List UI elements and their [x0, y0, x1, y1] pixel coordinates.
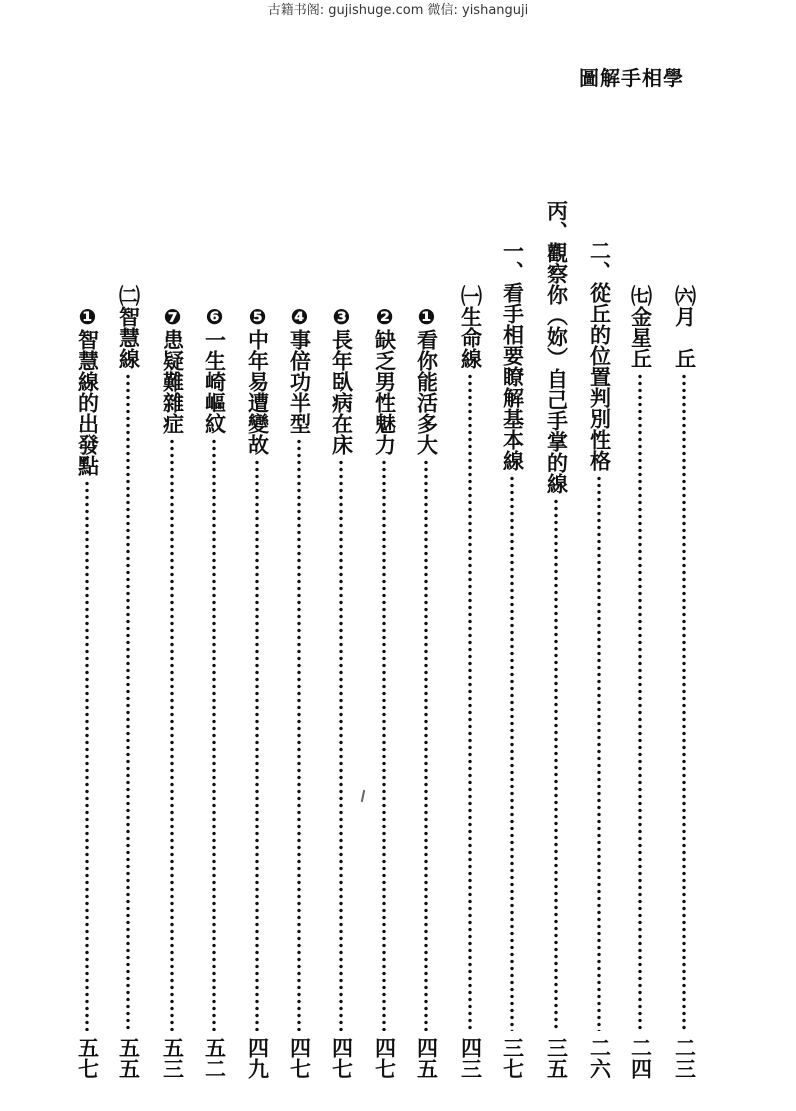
toc-entry-3 — [584, 240, 614, 1079]
toc-entry-label: ㈥月 丘 — [672, 285, 697, 369]
toc-entry-15 — [72, 305, 102, 1079]
dot-leader — [638, 373, 642, 1031]
dot-leader — [255, 459, 259, 1031]
header-title: 圖解手相學 — [579, 66, 684, 90]
toc-entry-page: 二三 — [672, 1037, 697, 1079]
dot-leader — [682, 373, 686, 1031]
toc-entry-label: ㈠生命線 — [458, 285, 483, 369]
dot-leader — [126, 373, 130, 1031]
toc-entry-page: 四七 — [372, 1037, 397, 1079]
toc-entry-page: 四七 — [287, 1037, 312, 1079]
dot-leader — [212, 438, 216, 1031]
toc-entry-label: ㈡智慧線 — [116, 285, 141, 369]
toc-entry-page: 四五 — [414, 1037, 439, 1079]
dot-leader — [297, 438, 301, 1031]
toc-entry-label: ❻一生崎嶇紋 — [202, 305, 227, 434]
toc-entry-label: ❹事倍功半型 — [287, 305, 312, 434]
dot-leader — [170, 438, 174, 1031]
toc-entry-page: 二四 — [628, 1037, 653, 1079]
dot-leader — [510, 475, 514, 1031]
toc-entry-label: 二、從丘的位置判別性格 — [587, 240, 612, 471]
dot-leader — [554, 498, 558, 1031]
toc-entry-8 — [369, 305, 399, 1079]
toc-entry-page: 三七 — [500, 1037, 525, 1079]
toc-entry-page: 五七 — [75, 1037, 100, 1079]
toc-entry-page: 二六 — [587, 1037, 612, 1079]
toc-entry-label: 丙、觀察你（妳）自己手掌的線 — [544, 200, 569, 494]
dot-leader — [85, 480, 89, 1031]
dot-leader — [339, 459, 343, 1031]
toc-entry-page: 四七 — [329, 1037, 354, 1079]
toc-entry-page: 五二 — [202, 1037, 227, 1079]
toc-entry-label: ❺中年易遭變故 — [245, 305, 270, 455]
toc-entry-label: ❼患疑難雜症 — [160, 305, 185, 434]
toc-entry-label: ❷缺乏男性魅力 — [372, 305, 397, 455]
toc-entry-11 — [242, 305, 272, 1079]
toc-entry-page: 三五 — [544, 1037, 569, 1079]
toc-entry-label: ❸長年臥病在床 — [329, 305, 354, 455]
toc-entry-12 — [199, 305, 229, 1079]
toc-entry-10 — [284, 305, 314, 1079]
toc-entry-label: 一、看手相要瞭解基本線 — [500, 240, 525, 471]
toc-entry-label: ㈦金星丘 — [628, 285, 653, 369]
toc-entry-5 — [497, 240, 527, 1079]
watermark: 古籍书阁: gujishuge.com 微信: yishanguji — [267, 3, 529, 18]
toc-entry-1 — [669, 285, 699, 1079]
toc-entry-label: ❶智慧線的出發點 — [75, 305, 100, 476]
dot-leader — [468, 373, 472, 1031]
toc-entry-page: 四三 — [458, 1037, 483, 1079]
dot-leader — [382, 459, 386, 1031]
toc-entry-page: 四九 — [245, 1037, 270, 1079]
dot-leader — [424, 459, 428, 1031]
dot-leader — [597, 475, 601, 1031]
toc-entry-2 — [625, 285, 655, 1079]
toc-entry-6 — [455, 285, 485, 1079]
scan-speck — [361, 790, 365, 802]
toc-entry-7 — [411, 305, 441, 1079]
toc-entry-14 — [113, 285, 143, 1079]
toc-entry-page: 五三 — [160, 1037, 185, 1079]
toc-entry-13 — [157, 305, 187, 1079]
toc-entry-label: ❶看你能活多大 — [414, 305, 439, 455]
toc-entry-4 — [541, 200, 571, 1079]
toc-entry-9 — [326, 305, 356, 1079]
toc-entry-page: 五五 — [116, 1037, 141, 1079]
